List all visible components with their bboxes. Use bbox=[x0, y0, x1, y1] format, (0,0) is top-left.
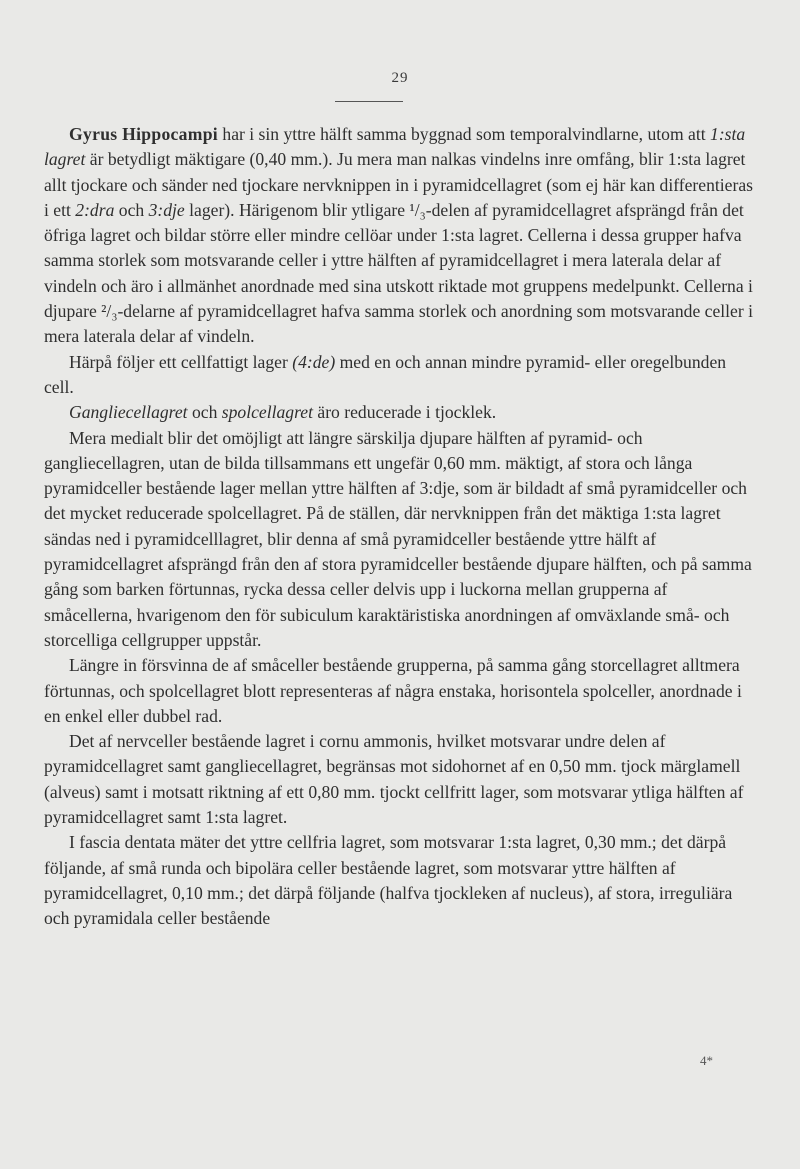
text-run: och bbox=[187, 402, 222, 423]
paragraph bbox=[44, 400, 756, 425]
text-run: är betydligt mäktigare (0,40 mm.). Ju mera man nalkas vindelns inre omfång, blir 1:sta lagret allt tjockare och sänder ned tjockare nervknippen in i pyramidcellagret (som ej här kan differentieras i ett bbox=[44, 149, 753, 220]
italic-run: 3:dje bbox=[148, 199, 185, 220]
italic-run: (4:de) bbox=[292, 351, 336, 372]
paragraph bbox=[44, 426, 756, 654]
text-run: Mera medialt blir det omöjligt att längre särskilja djupare hälften af pyramid- och gangliecellagren, utan de bilda tillsammans ett ungefär 0,60 mm. mäktigt, af stora och långa pyramidceller bestående lager mellan yttre hälften af 3:dje, som är bildadt af små pyramidceller och det mycket reducerade spolcellagret. På de ställen, där nervknippen från det mäktiga 1:sta lagret sändas ned i pyramidcelllagret, blir denna af små pyramidceller bestående yttre hälft af pyramidcellagret afsprängd från den af stora pyramidceller bestående djupare hälften, och på samma gång som barken förtunnas, rycka dessa celler delvis upp i luckorna mellan grupperna af småcellerna, hvarigenom den för subiculum karaktäristiska anordningen af omväxlande små- och storcelliga cellgrupper uppstår. bbox=[44, 427, 752, 650]
body-text bbox=[44, 122, 756, 932]
paragraph bbox=[44, 729, 756, 830]
text-run: lager). Härigenom blir ytligare ¹/₃-delen af pyramidcellagret afsprängd från det öfriga lagret och bildar större eller mindre cellöar under 1:sta lagret. Cellerna i dessa grupper hafva samma storlek som motsvarande celler i yttre hälften af pyramidcellagret i mera laterala delar af vindeln och äro i allmänhet anordnade med sina utskott riktade mot gruppens medelpunkt. Cellerna i djupare ²/₃-delarne af pyramidcellagret hafva samma storlek och anordning som motsvarande celler i mera laterala delar af vindeln. bbox=[44, 199, 754, 347]
italic-run: 2:dra bbox=[75, 199, 115, 220]
text-run: har i sin yttre hälft samma byggnad som temporalvindlarne, utom att bbox=[218, 124, 711, 144]
text-run: äro reducerade i tjocklek. bbox=[312, 402, 497, 423]
signature-mark: 4* bbox=[700, 1053, 713, 1068]
paragraph bbox=[44, 350, 756, 401]
paragraph bbox=[44, 653, 756, 729]
italic-run: Gangliecellagret bbox=[69, 402, 188, 423]
page-number: 29 bbox=[391, 70, 409, 86]
italic-run: spolcellagret bbox=[221, 402, 313, 423]
header-rule bbox=[335, 101, 403, 102]
text-run: Härpå följer ett cellfattigt lager bbox=[69, 351, 293, 372]
text-run: med en och annan mindre pyramid- eller oregelbunden cell. bbox=[44, 351, 727, 397]
text-run: Det af nervceller bestående lagret i cornu ammonis, hvilket motsvarar undre delen af pyramidcellagret samt gangliecellagret, begränsas mot sidohornet af en 0,50 mm. tjock märglamell (alveus) samt i motsatt riktning af ett 0,80 mm. tjockt cellfritt lager, som motsvarar ytliga hälften af pyramidcellagret samt 1:sta lagret. bbox=[44, 731, 744, 828]
paragraph bbox=[44, 830, 756, 931]
text-run: och bbox=[114, 199, 149, 220]
text-run: I fascia dentata mäter det yttre cellfria lagret, som motsvarar 1:sta lagret, 0,30 mm.; det därpå följande, af små runda och bipolära celler bestående lagret, som motsvarar yttre hälften af pyramidcellagret, 0,10 mm.; det därpå följande (halfva tjockleken af nucleus), af stora, irreguliära och pyramidala celler bestående bbox=[44, 832, 733, 929]
italic-run: 1:sta lagret bbox=[44, 124, 746, 170]
section-heading-run: Gyrus Hippocampi bbox=[69, 124, 218, 144]
paragraph bbox=[44, 122, 756, 350]
text-run: Längre in försvinna de af småceller bestående grupperna, på samma gång storcellagret alltmera förtunnas, och spolcellagret blott representeras af några enstaka, horisontela spolceller, anordnade i en enkel eller dubbel rad. bbox=[44, 655, 742, 726]
